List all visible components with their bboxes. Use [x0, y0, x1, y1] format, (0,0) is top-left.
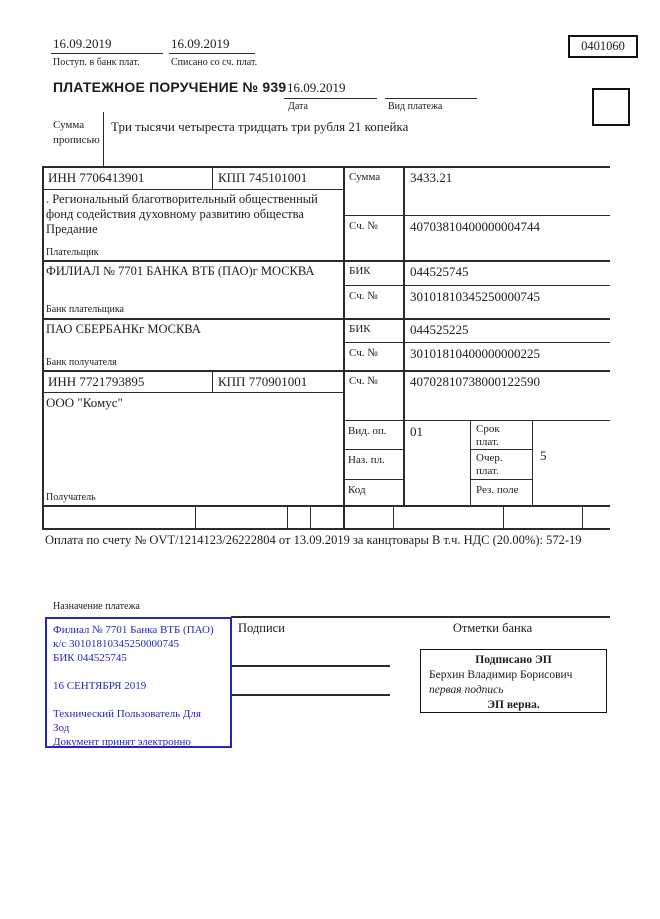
debited-date: 16.09.2019	[171, 36, 230, 51]
sum-label: Сумма	[349, 171, 381, 183]
blue-stamp-line: Технический Пользователь Для	[53, 708, 201, 720]
divider	[343, 449, 403, 450]
divider	[42, 166, 610, 168]
divider	[532, 420, 533, 505]
payer-account: 40703810400000004744	[410, 219, 540, 234]
vid-op-label: Вид. оп.	[348, 425, 387, 437]
divider	[343, 420, 610, 421]
naz-pl-label: Наз. пл.	[348, 454, 385, 466]
signature-line	[232, 665, 390, 667]
divider	[343, 342, 610, 343]
divider	[287, 505, 288, 528]
divider	[393, 505, 394, 528]
divider	[582, 505, 583, 528]
payer-kpp: КПП 745101001	[218, 170, 308, 185]
payer-name: . Региональный благотворительный общественный фонд содействия духовному развитию общества Предание	[46, 192, 318, 236]
vid-op-value: 01	[410, 424, 423, 439]
esignature-stamp	[420, 649, 607, 713]
divider	[231, 616, 610, 618]
payer-bank-bik-label: БИК	[349, 265, 371, 277]
document-date: 16.09.2019	[287, 80, 346, 95]
date-label: Дата	[288, 101, 308, 112]
payee-account: 40702810738000122590	[410, 374, 540, 389]
payee-bank-section-label: Банк получателя	[46, 357, 117, 368]
payee-bank-bik-label: БИК	[349, 323, 371, 335]
divider	[51, 53, 163, 54]
blue-stamp-line: Филиал № 7701 Банка ВТБ (ПАО)	[53, 624, 214, 636]
payee-kpp: КПП 770901001	[218, 374, 308, 389]
sum-value: 3433.21	[410, 170, 453, 185]
purpose-section-label: Назначение платежа	[53, 601, 140, 612]
divider	[42, 166, 44, 528]
payer-section-label: Плательщик	[46, 247, 99, 258]
divider	[310, 505, 311, 528]
divider	[42, 318, 610, 320]
payer-bank-account: 30101810345250000745	[410, 289, 540, 304]
payee-bank-bik: 044525225	[410, 322, 469, 337]
payer-bank-section-label: Банк плательщика	[46, 304, 124, 315]
payee-bank-name: ПАО СБЕРБАНКг МОСКВА	[46, 322, 201, 336]
form-code-box: 0401060	[568, 35, 638, 58]
divider	[343, 479, 403, 480]
srok-plat-label: Срок плат.	[476, 423, 500, 448]
debited-date-label: Списано со сч. плат.	[171, 57, 258, 68]
amount-words-label: Сумма	[53, 119, 85, 131]
divider	[343, 166, 345, 528]
divider	[169, 53, 255, 54]
payment-type-label: Вид платежа	[388, 101, 443, 112]
signatures-title: Подписи	[238, 621, 285, 635]
payee-section-label: Получатель	[46, 492, 96, 503]
received-date: 16.09.2019	[53, 36, 112, 51]
esign-type: первая подпись	[429, 684, 504, 696]
divider	[403, 166, 405, 505]
document-title: ПЛАТЕЖНОЕ ПОРУЧЕНИЕ № 939	[53, 79, 287, 95]
esign-name: Берхин Владимир Борисович	[429, 669, 573, 681]
blue-stamp-line: Документ принят электронно	[53, 736, 191, 748]
payee-name: ООО "Комус"	[46, 395, 123, 410]
blue-stamp-line: БИК 044525745	[53, 652, 127, 664]
divider	[343, 285, 610, 286]
payer-bank-bik: 044525745	[410, 264, 469, 279]
payer-bank-name: ФИЛИАЛ № 7701 БАНКА ВТБ (ПАО)г МОСКВА	[46, 264, 315, 278]
signature-line	[232, 694, 390, 696]
divider	[42, 505, 610, 507]
divider	[42, 528, 610, 530]
ocher-plat-label: Очер. плат.	[476, 452, 503, 477]
divider	[343, 215, 610, 216]
amount-in-words: Три тысячи четыреста тридцать три рубля 21 копейка	[111, 119, 409, 134]
divider	[212, 370, 213, 392]
rez-pole-label: Рез. поле	[476, 484, 519, 496]
divider	[503, 505, 504, 528]
payee-inn: ИНН 7721793895	[48, 374, 145, 389]
blue-stamp-line	[53, 693, 224, 707]
divider	[470, 420, 471, 505]
blue-stamp-line	[53, 665, 224, 679]
payer-bank-account-label: Сч. №	[349, 290, 378, 302]
divider	[212, 166, 213, 190]
received-date-label: Поступ. в банк плат.	[53, 57, 140, 68]
blue-stamp-line: к/с 30101810345250000745	[53, 638, 180, 650]
divider	[42, 370, 610, 372]
payer-inn: ИНН 7706413901	[48, 170, 145, 185]
payee-bank-account: 30101810400000000225	[410, 346, 540, 361]
divider	[284, 98, 377, 99]
divider	[385, 98, 477, 99]
esign-valid: ЭП верна.	[487, 699, 540, 711]
bank-blue-stamp	[45, 617, 232, 748]
payee-account-label: Сч. №	[349, 375, 378, 387]
esign-title: Подписано ЭП	[475, 654, 552, 666]
amount-words-label2: прописью	[53, 134, 100, 146]
divider	[42, 260, 610, 262]
bank-marks-title: Отметки банка	[452, 621, 533, 635]
divider	[42, 392, 343, 393]
divider	[103, 112, 104, 166]
divider	[470, 479, 532, 480]
payer-account-label: Сч. №	[349, 220, 378, 232]
blue-stamp-line: Зод	[53, 722, 70, 734]
kod-label: Код	[348, 484, 366, 496]
divider	[470, 449, 532, 450]
ocher-plat-value: 5	[540, 448, 547, 463]
payment-purpose: Оплата по счету № OVT/1214123/26222804 от 13.09.2019 за канцтовары В т.ч. НДС (20.00%): 572-19	[45, 533, 582, 547]
blue-stamp-line: 16 СЕНТЯБРЯ 2019	[53, 680, 147, 692]
payee-bank-account-label: Сч. №	[349, 347, 378, 359]
divider	[42, 189, 343, 190]
divider	[195, 505, 196, 528]
